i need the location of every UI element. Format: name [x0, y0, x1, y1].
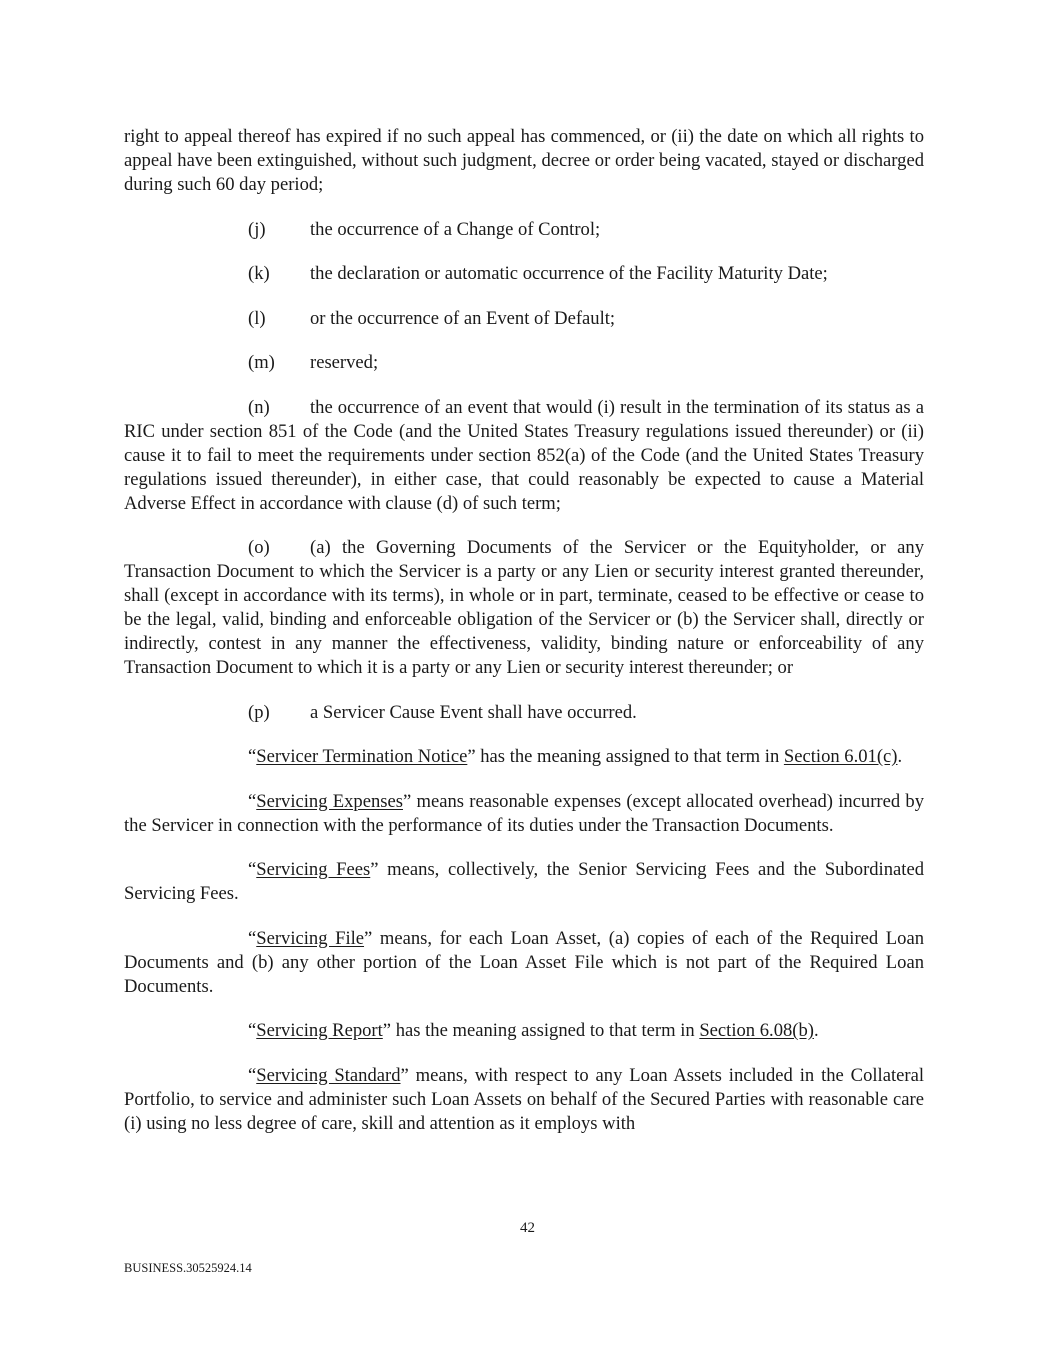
close-quote: ”	[403, 790, 412, 812]
item-text: the occurrence of a Change of Control;	[310, 218, 601, 240]
item-label: (l)	[248, 307, 266, 329]
definition-body: means, collectively, the Senior Servicing Fees and the Subordinated Servicing Fees.	[124, 859, 924, 904]
definition-servicing-fees	[124, 858, 924, 906]
close-quote: ”	[467, 746, 476, 767]
list-item-o	[124, 536, 924, 680]
defined-term: Servicing Report	[256, 1020, 383, 1041]
defined-term: Servicer Termination Notice	[256, 746, 468, 767]
list-item-l	[124, 307, 924, 331]
item-text: or the occurrence of an Event of Default;	[310, 307, 616, 329]
list-item-p	[124, 701, 924, 725]
list-item-k	[124, 262, 924, 286]
close-quote: ”	[400, 1064, 409, 1086]
open-quote: “	[248, 859, 257, 880]
defined-term: Servicing Expenses	[256, 790, 403, 812]
continuation-paragraph: right to appeal thereof has expired if no such appeal has commenced, or (ii) the date on which all rights to appeal have been extinguished, without such judgment, decree or order being vacated, stayed or discharged during such 60 day period;	[124, 126, 924, 195]
defined-term: Servicing File	[256, 927, 365, 949]
list-item-n	[124, 396, 924, 516]
item-label: (n)	[248, 396, 270, 418]
item-text: the declaration or automatic occurrence of the Facility Maturity Date;	[310, 263, 828, 284]
item-text: a Servicer Cause Event shall have occurred.	[310, 701, 637, 723]
definition-tail: .	[813, 1020, 819, 1041]
page-number: 42	[520, 1220, 535, 1236]
item-label: (o)	[248, 537, 270, 558]
definition-body: means reasonable expenses (except allocated overhead) incurred by the Servicer in connection with the performance of its duties under the Transaction Documents.	[124, 790, 924, 836]
definition-tail: .	[897, 746, 903, 767]
close-quote: ”	[364, 927, 373, 949]
section-reference-link[interactable]: Section 6.08(b)	[699, 1020, 814, 1041]
item-label: (j)	[248, 218, 266, 240]
definition-body: has the meaning assigned to that term in	[391, 1020, 700, 1041]
open-quote: “	[248, 1020, 257, 1041]
document-id: BUSINESS.30525924.14	[124, 1261, 252, 1275]
definition-servicing-report	[124, 1019, 924, 1043]
item-label: (m)	[248, 352, 275, 373]
item-text: (a) the Governing Documents of the Servicer or the Equityholder, or any Transaction Document to which the Servicer is a party or any Lien or security interest granted thereunder, shall (except in accordance with its terms), in whole or in part, terminate, ceased to be effective or cease to be the legal, valid, binding and enforceable obligation of the Servicer or (b) the Servicer shall, directly or indirectly, contest in any manner the effectiveness, validity, binding nature or enforceability of any Transaction Document to which it is a party or any Lien or security interest thereunder; or	[124, 537, 924, 678]
definition-servicer-termination-notice	[124, 745, 924, 769]
list-item-m	[124, 351, 924, 375]
open-quote: “	[248, 1064, 257, 1086]
item-text: the occurrence of an event that would (i) result in the termination of its status as a RIC under section 851 of the Code (and the United States Treasury regulations issued thereunder) or (ii) cause it to fail to meet the requirements under section 852(a) of the Code (and the United States Treasury regulations issued thereunder), in either case, that could reasonably be expected to cause a Material Adverse Effect in accordance with clause (d) of such term;	[124, 396, 924, 514]
definition-servicing-standard	[124, 1064, 924, 1136]
defined-term: Servicing Standard	[256, 1064, 401, 1086]
definition-body: means, with respect to any Loan Assets included in the Collateral Portfolio, to service and administer such Loan Assets on behalf of the Secured Parties with reasonable care (i) using no less degree of care, skill and attention as it employs with	[124, 1064, 924, 1134]
list-item-j	[124, 218, 924, 242]
item-label: (k)	[248, 263, 270, 284]
close-quote: ”	[370, 859, 379, 880]
definition-servicing-file	[124, 927, 924, 999]
definition-body: means, for each Loan Asset, (a) copies of each of the Required Loan Documents and (b) any other portion of the Loan Asset File which is not part of the Required Loan Documents.	[124, 927, 924, 997]
open-quote: “	[248, 790, 257, 812]
definition-body: has the meaning assigned to that term in	[475, 746, 784, 767]
defined-term: Servicing Fees	[256, 859, 371, 880]
definition-servicing-expenses	[124, 790, 924, 838]
open-quote: “	[248, 746, 257, 767]
document-page	[124, 125, 924, 1156]
section-reference-link[interactable]: Section 6.01(c)	[783, 746, 898, 767]
close-quote: ”	[382, 1020, 392, 1041]
item-text: reserved;	[310, 352, 379, 373]
open-quote: “	[248, 927, 257, 949]
item-label: (p)	[248, 701, 270, 723]
